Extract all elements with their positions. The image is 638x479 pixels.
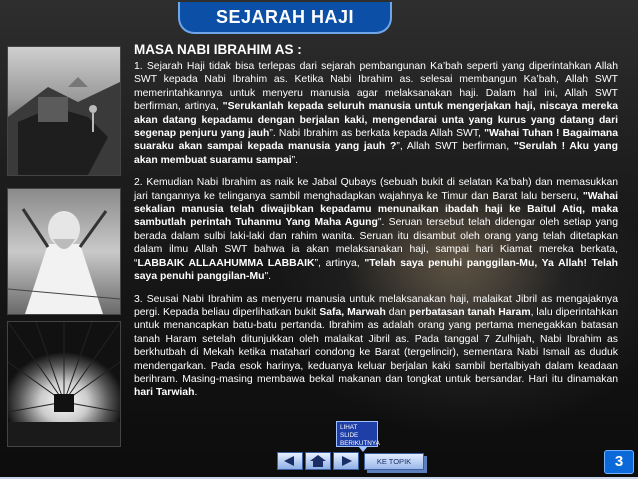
paragraph-text: 3. Seusai Nabi Ibrahim as menyeru manusia untuk melaksanakan haji, malaikat Jibril as mengajaknya pergi. Kepada beliau diperlihatkan bukit: [134, 293, 618, 318]
paragraph-text: ".: [264, 271, 272, 283]
paragraph-text: ”, Allah SWT berfirman,: [396, 141, 514, 153]
next-arrow-icon: [334, 453, 358, 469]
term-name: hari Tarwiah: [134, 387, 195, 399]
quote-text: "Telah saya penuhi panggilan-Mu, Ya Allah! Telah saya penuhi panggilan-Mu: [134, 257, 618, 283]
talbiyah-text: LABBAIK ALLAAHUMMA LABBAIK: [137, 257, 315, 269]
quote-text: "Wahai Tuhan ! Bagaimana suaraku akan sampai kepada manusia yang jauh ?: [134, 128, 619, 153]
quote-text: "Serukanlah kepada seluruh manusia untuk mengerjakan haji, niscaya mereka akan datang kepadamu dengan berjalan kaki, mengendarai unta yang kurus yang datang dari segenap penjuru yang jauh: [134, 101, 618, 140]
paragraph-text: ”.: [291, 154, 299, 166]
paragraph-text: , lalu diperintahkan untuk menancapkan batu-batu pertanda. Ibrahim as adalah orang yang pertama menegakkan batasan tanah Haram setelah ditunjukkan oleh malaikat Jibril as. Pada tanggal 7 Zulhijah, Nabi Ibrahim as berkhutbah di Mekah ketika matahari condong ke Barat (tergelincir), sementara Nabi Ismail as duduk mendengarkan. Pada esok harinya, keduanya keluar berjalan kaki sambil bertalbiyah dalam keadaan berihram. Masing-masing membawa bekal makanan dan tongkat untuk bersandar. Hari itu dinamakan: [134, 306, 618, 385]
illustration-ibrahim-calling: [7, 188, 121, 315]
section-heading: MASA NABI IBRAHIM AS :: [134, 42, 302, 57]
paragraph-text: ”, artinya,: [314, 257, 365, 269]
back-arrow-icon: [278, 453, 302, 469]
tooltip-pointer: [358, 446, 368, 452]
kaaba-construction-drawing: [8, 47, 120, 175]
place-name: Safa, Marwah: [319, 306, 386, 318]
paragraph-text: ”. Nabi Ibrahim as berkata kepada Allah SWT,: [269, 128, 485, 140]
paragraph-text: 1. Sejarah Haji tidak bisa terlepas dari sejarah pembangunan Ka’bah seperti yang diperintahkan Allah SWT kepada Nabi Ibrahim as. Ketika Nabi Ibrahim as. selesai membangun Ka’bah, Allah SWT memerintahkannya untuk menyeru manusia agar melaksanakan haji. Dalam hal ini, Allah SWT berfirman, artinya,: [134, 61, 618, 113]
place-name: perbatasan tanah Haram: [409, 306, 531, 318]
illustration-kaaba-construction: [7, 46, 121, 176]
page-number-badge: 3: [604, 450, 634, 474]
quote-text: "Wahai sekalian manusia telah diwajibkan kepadamu menunaikan ibadah haji ke Baitul Atiq, maka sambutlah perintah Tuhanmu Yang Maha Agung: [134, 190, 618, 229]
paragraph-2: [134, 176, 618, 283]
illustration-kaaba-light: [7, 321, 121, 447]
quote-text: "Serulah ! Aku yang akan membuat suaramu sampai: [134, 141, 618, 166]
ibrahim-calling-drawing: [8, 189, 120, 314]
paragraph-text: ". Seruan tersebut telah didengar oleh setiap yang berada dalam sulbi laki-laki dan rahim wanita. Seruan itu disambut oleh orang yang telah ditetapkan dalam ilmu Allah SWT bahwa ia akan melaksanakan haji, sampai hari Kiamat mereka berkata, “: [134, 217, 618, 269]
kaaba-light-drawing: [8, 322, 120, 446]
paragraph-text: dan: [385, 306, 410, 318]
page-title: SEJARAH HAJI: [178, 2, 392, 34]
paragraph-text: 2. Kemudian Nabi Ibrahim as naik ke Jabal Qubays (sebuah bukit di selatan Ka’bah) dan memasukkan jari tangannya ke telinganya sambil menghadapkan wajahnya ke Timur dan Barat lalu berseru,: [134, 177, 618, 202]
paragraph-3: [134, 293, 618, 400]
paragraph-1: [134, 60, 618, 167]
next-slide-tooltip: LIHAT SLIDE BERIKUTNYA: [336, 421, 378, 447]
next-button[interactable]: [333, 452, 359, 470]
content-area: [134, 42, 618, 409]
back-button[interactable]: [277, 452, 303, 470]
home-icon: [306, 453, 330, 469]
home-button[interactable]: [305, 452, 331, 470]
paragraph-text: .: [194, 387, 198, 399]
ke-topik-button[interactable]: KE TOPIK: [364, 453, 424, 470]
